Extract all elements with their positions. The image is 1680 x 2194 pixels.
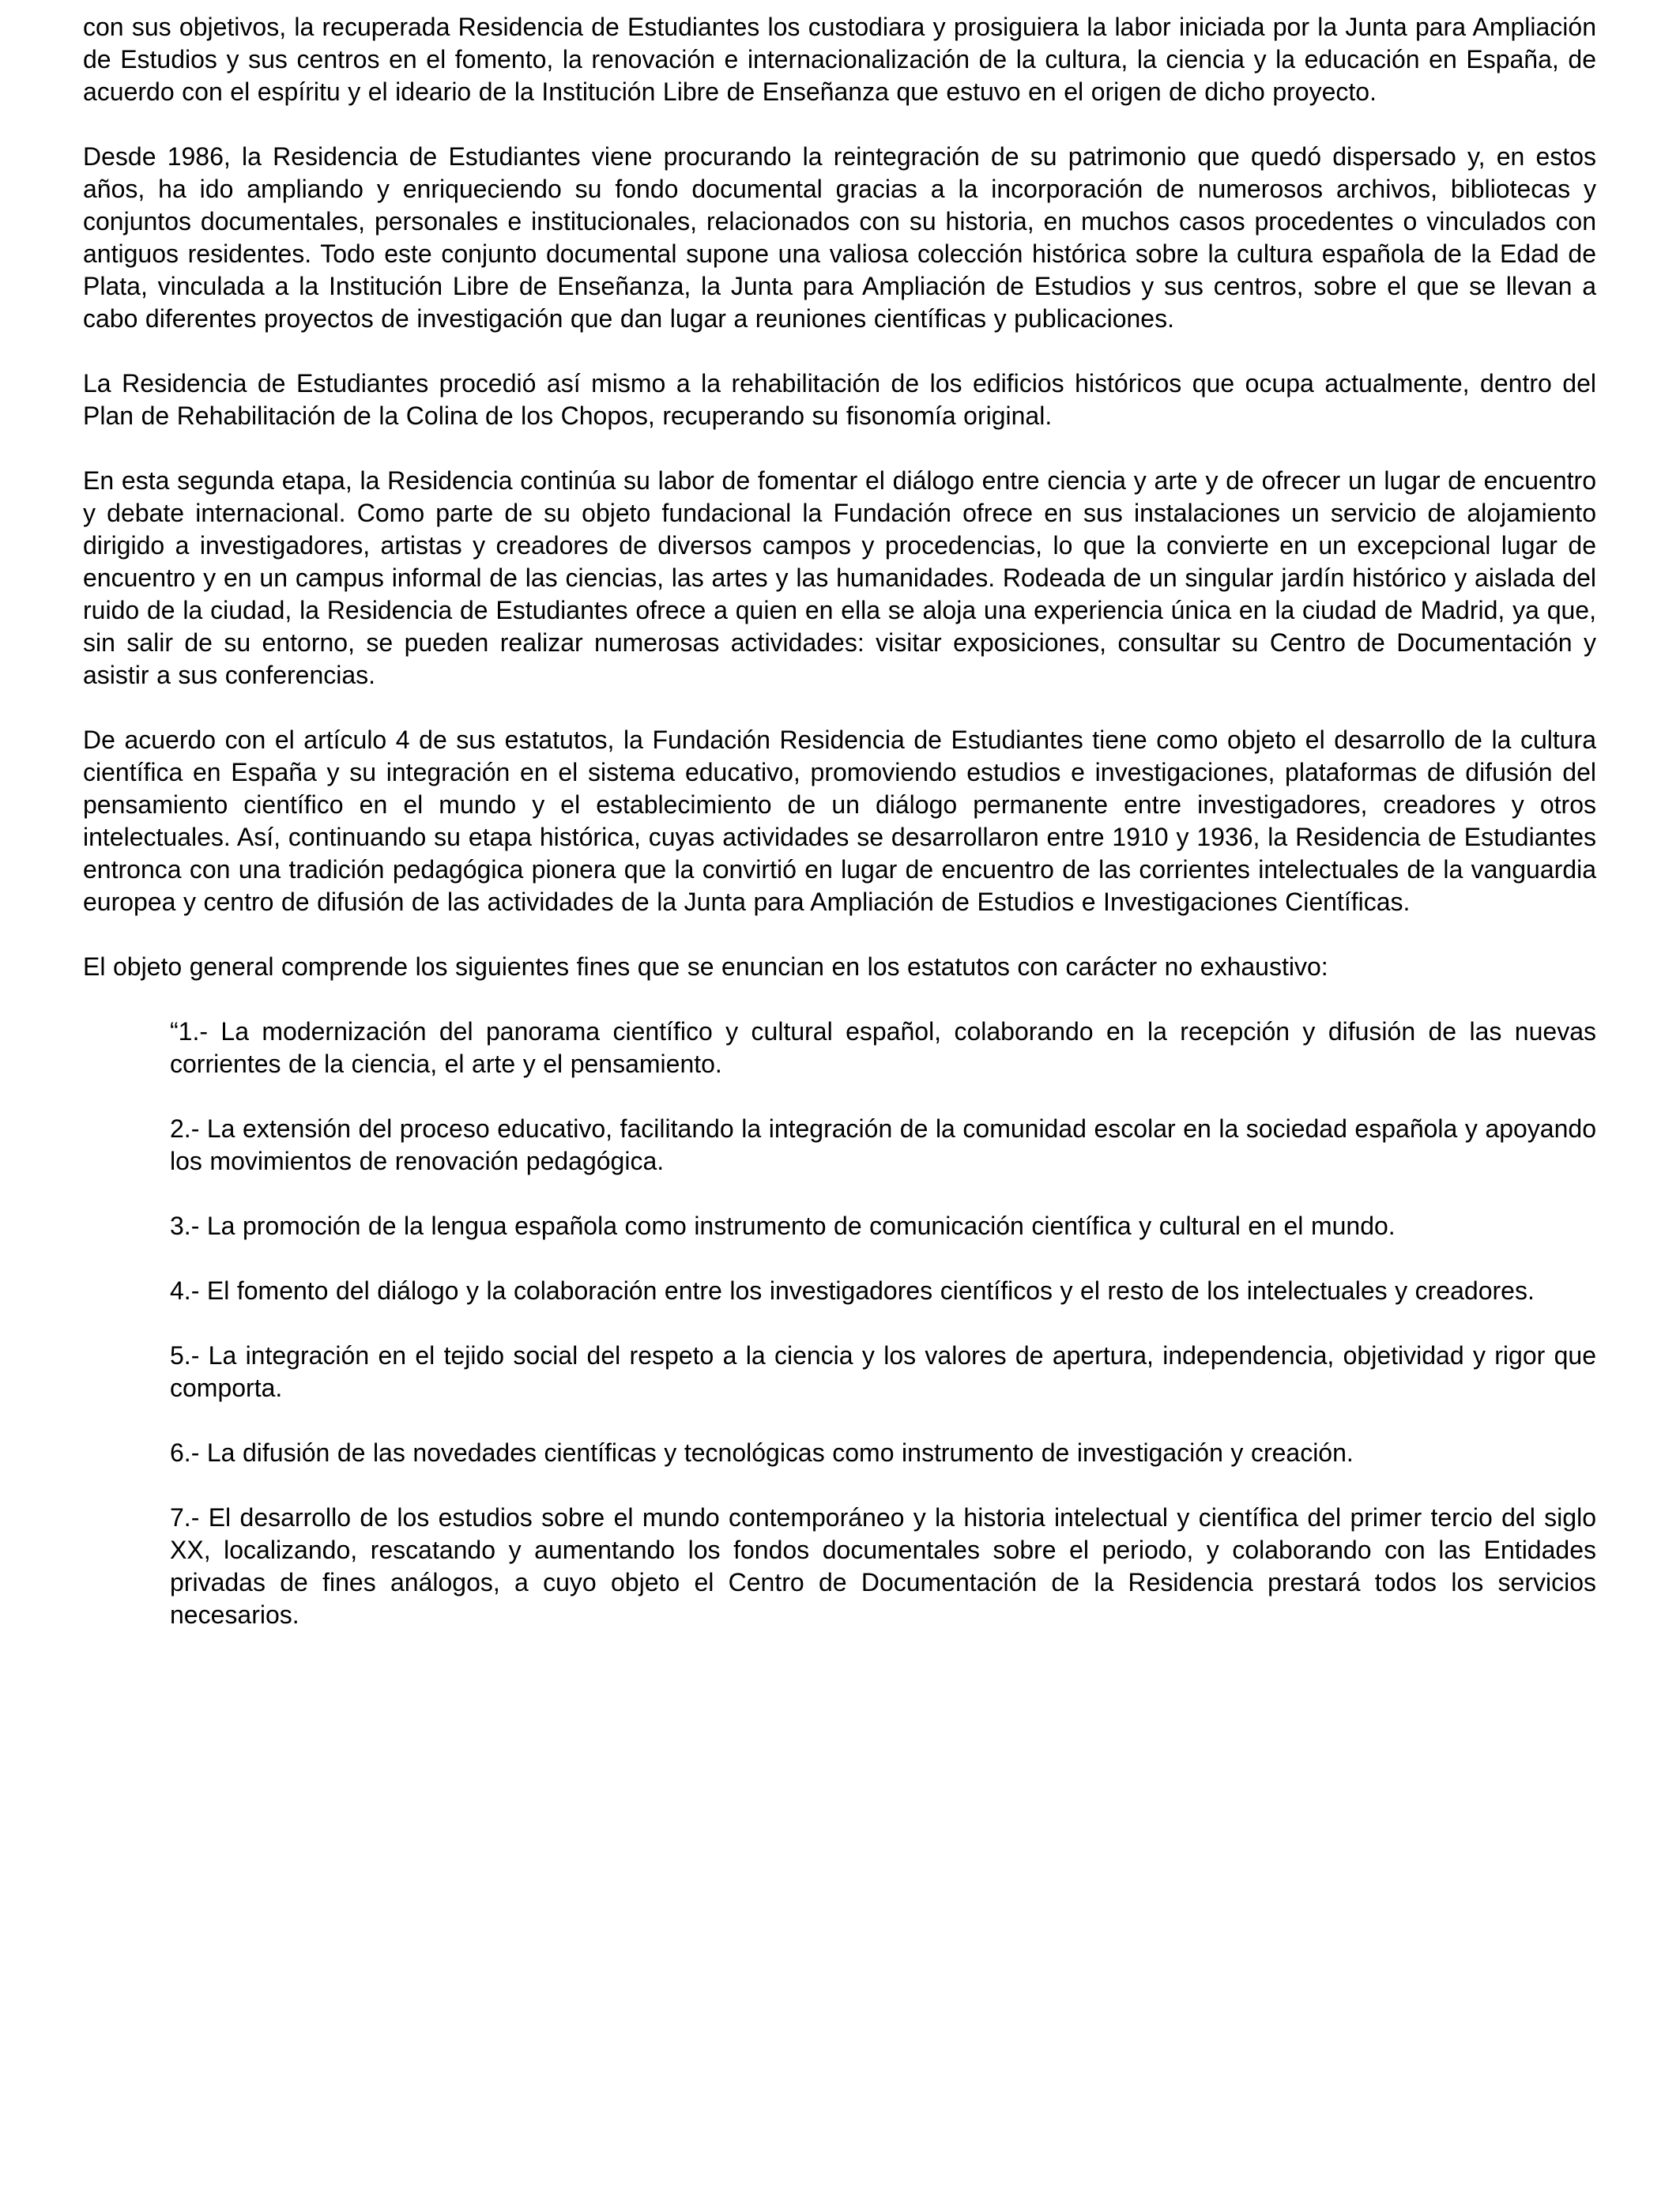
list-item-2: 2.- La extensión del proceso educativo, facilitando la integración de la comunidad escolar en la sociedad española y apoyando los movimientos de renovación pedagógica. — [170, 1114, 1596, 1175]
list-item-5: 5.- La integración en el tejido social del respeto a la ciencia y los valores de apertura, independencia, objetividad y rigor que comporta. — [170, 1341, 1596, 1402]
list-item-4: 4.- El fomento del diálogo y la colaboración entre los investigadores científicos y el resto de los intelectuales y creadores. — [170, 1276, 1535, 1305]
list-item-6: 6.- La difusión de las novedades científicas y tecnológicas como instrumento de investigación y creación. — [170, 1438, 1354, 1467]
paragraph-rehabilitacion: La Residencia de Estudiantes procedió así mismo a la rehabilitación de los edificios históricos que ocupa actualmente, dentro del Plan de Rehabilitación de la Colina de los Chopos, recuperando su fisonomía original. — [83, 369, 1596, 430]
paragraph-articulo-4: De acuerdo con el artículo 4 de sus estatutos, la Fundación Residencia de Estudiantes tiene como objeto el desarrollo de la cultura científica en España y su integración en el sistema educativo, promoviendo estudios e investigaciones, plataformas de difusión del pensamiento científico en el mundo y el establecimiento de un diálogo permanente entre investigadores, creadores y otros intelectuales. Así, continuando su etapa histórica, cuyas actividades se desarrollaron entre 1910 y 1936, la Residencia de Estudiantes entronca con una tradición pedagógica pionera que la convirtió en lugar de encuentro de las corrientes intelectuales de la vanguardia europea y centro de difusión de las actividades de la Junta para Ampliación de Estudios e Investigaciones Científicas. — [83, 726, 1596, 916]
list-item-3: 3.- La promoción de la lengua española como instrumento de comunicación científica y cultural en el mundo. — [170, 1212, 1396, 1240]
statutes-fines-list — [83, 1016, 1596, 1631]
paragraph-desde-1986: Desde 1986, la Residencia de Estudiantes viene procurando la reintegración de su patrimonio que quedó dispersado y, en estos años, ha ido ampliando y enriqueciendo su fondo documental gracias a la incorporación de numerosos archivos, bibliotecas y conjuntos documentales, personales e institucionales, relacionados con su historia, en muchos casos procedentes o vinculados con antiguos residentes. Todo este conjunto documental supone una valiosa colección histórica sobre la cultura española de la Edad de Plata, vinculada a la Institución Libre de Enseñanza, la Junta para Ampliación de Estudios y sus centros, sobre el que se llevan a cabo diferentes proyectos de investigación que dan lugar a reuniones científicas y publicaciones. — [83, 142, 1596, 333]
list-item-1: “1.- La modernización del panorama científico y cultural español, colaborando en la recepción y difusión de las nuevas corrientes de la ciencia, el arte y el pensamiento. — [170, 1017, 1596, 1078]
paragraph-segunda-etapa: En esta segunda etapa, la Residencia continúa su labor de fomentar el diálogo entre ciencia y arte y de ofrecer un lugar de encuentro y debate internacional. Como parte de su objeto fundacional la Fundación ofrece en sus instalaciones un servicio de alojamiento dirigido a investigadores, artistas y creadores de diversos campos y procedencias, lo que la convierte en un excepcional lugar de encuentro y en un campus informal de las ciencias, las artes y las humanidades. Rodeada de un singular jardín histórico y aislada del ruido de la ciudad, la Residencia de Estudiantes ofrece a quien en ella se aloja una experiencia única en la ciudad de Madrid, ya que, sin salir de su entorno, se pueden realizar numerosas actividades: visitar exposiciones, consultar su Centro de Documentación y asistir a sus conferencias. — [83, 466, 1596, 689]
paragraph-objeto-general: El objeto general comprende los siguientes fines que se enuncian en los estatutos con carácter no exhaustivo: — [83, 952, 1328, 981]
paragraph-objetivos: con sus objetivos, la recuperada Residencia de Estudiantes los custodiara y prosiguiera la labor iniciada por la Junta para Ampliación de Estudios y sus centros en el fomento, la renovación e internacionalización de la cultura, la ciencia y la educación en España, de acuerdo con el espíritu y el ideario de la Institución Libre de Enseñanza que estuvo en el origen de dicho proyecto. — [83, 13, 1596, 106]
list-item-7: 7.- El desarrollo de los estudios sobre el mundo contemporáneo y la historia intelectual y científica del primer tercio del siglo XX, localizando, rescatando y aumentando los fondos documentales sobre el periodo, y colaborando con las Entidades privadas de fines análogos, a cuyo objeto el Centro de Documentación de la Residencia prestará todos los servicios necesarios. — [170, 1503, 1596, 1629]
